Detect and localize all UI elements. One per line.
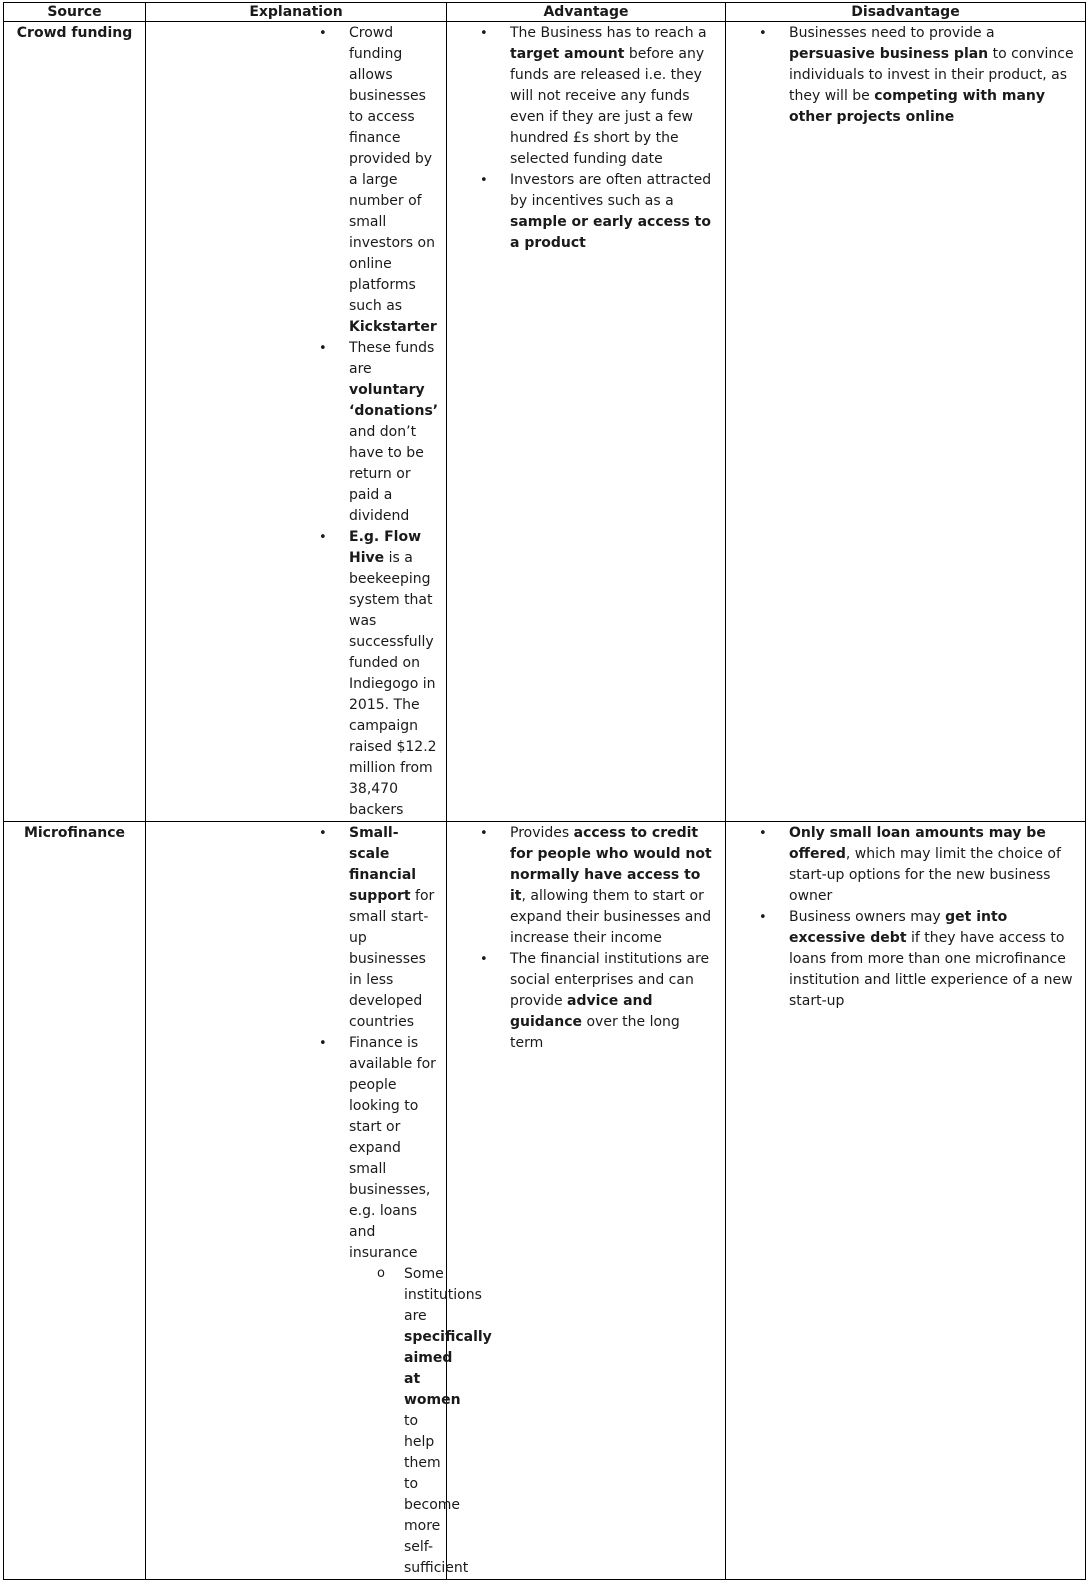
list-item [510, 170, 717, 254]
table-row [4, 822, 1086, 1580]
text: if they have access to loans from more than one microfinance institution and little experience of a new start-up [789, 930, 1073, 1009]
bold-text: access to credit for people who would not normally have access to it [510, 825, 712, 904]
bold-text: persuasive business plan [789, 46, 989, 62]
bold-text: Small-scale financial support [349, 825, 417, 904]
text: over the long term [510, 1014, 680, 1051]
text: These funds are [349, 340, 435, 377]
bold-text: Kickstarter [349, 319, 437, 335]
bullet-list [447, 823, 717, 1054]
bold-text: Only small loan amounts may be offered [789, 825, 1046, 862]
list [447, 23, 717, 254]
text: and don’t have to be return or paid a dividend [349, 424, 424, 524]
list-item [349, 823, 438, 1033]
header-row [4, 3, 1086, 22]
list [726, 23, 1077, 128]
bold-text: E.g. Flow Hive [349, 529, 422, 566]
header-explanation: Explanation [146, 3, 447, 22]
text: for small start-up businesses in less developed countries [349, 888, 435, 1030]
bold-text: specifically aimed at women [404, 1329, 492, 1408]
disadvantage-cell [726, 22, 1086, 822]
bold-text: target amount [510, 46, 625, 62]
text: The Business has to reach a [510, 25, 707, 41]
explanation-cell [146, 822, 492, 1580]
advantage-cell [447, 22, 726, 822]
text: Business owners may [789, 909, 946, 925]
list-item [789, 907, 1077, 1012]
sources-of-finance-table [3, 2, 1086, 1580]
text: Provides [510, 825, 574, 841]
list [726, 823, 1077, 1012]
text: is a beekeeping system that was successfully funded on Indiegogo in 2015. The campaign raised $12.2 million from 38,470 backers [349, 550, 437, 818]
header-source: Source [4, 3, 146, 22]
text: The financial institutions are social enterprises and can provide [510, 951, 710, 1009]
text: Finance is available for people looking to start or expand small businesses, e.g. loans and insurance [349, 1035, 436, 1261]
list-item [349, 527, 438, 821]
advantage-cell [447, 822, 726, 1580]
bold-text: sample or early access to a product [510, 214, 711, 251]
list-item [510, 23, 717, 170]
list [146, 23, 438, 821]
text: , which may limit the choice of start-up options for the new business owner [789, 846, 1061, 904]
list-item [349, 338, 438, 527]
sub-list [146, 1264, 492, 1579]
disadvantage-cell [726, 822, 1086, 1580]
text: Crowd funding allows businesses to access finance provided by a large number of small investors on online platforms such as [349, 25, 435, 314]
bullet-list [146, 23, 438, 821]
text: , allowing them to start or expand their businesses and increase their income [510, 888, 712, 946]
table-row [4, 22, 1086, 822]
bullet-list [447, 23, 717, 254]
bullet-list [146, 823, 492, 1579]
list-item [349, 23, 438, 338]
bold-text: competing with many other projects online [789, 88, 1046, 125]
source-cell: Crowd funding [4, 22, 146, 822]
list [447, 823, 717, 1054]
source-cell: Microfinance [4, 822, 146, 1580]
bullet-list [726, 23, 1077, 128]
bold-text: get into excessive debt [789, 909, 1008, 946]
header-disadvantage: Disadvantage [726, 3, 1086, 22]
list [146, 823, 438, 1264]
text: to help them to become more self-sufficient [404, 1413, 469, 1576]
text: before any funds are released i.e. they will not receive any funds even if they are just a few hundred £s short by the selected funding date [510, 46, 705, 167]
bullet-list [726, 823, 1077, 1012]
list-item [510, 949, 717, 1054]
list-item [789, 23, 1077, 128]
text: Some institutions are [404, 1266, 482, 1324]
text: Investors are often attracted by incentives such as a [510, 172, 712, 209]
text: Businesses need to provide a [789, 25, 995, 41]
text: to convince individuals to invest in their product, as they will be [789, 46, 1074, 104]
list-item [789, 823, 1077, 907]
list-item [510, 823, 717, 949]
list-item [349, 1033, 438, 1264]
bold-text: voluntary ‘donations’ [349, 382, 439, 419]
header-advantage: Advantage [447, 3, 726, 22]
explanation-cell [146, 22, 447, 822]
bold-text: advice and guidance [510, 993, 653, 1030]
list-item [404, 1264, 492, 1579]
